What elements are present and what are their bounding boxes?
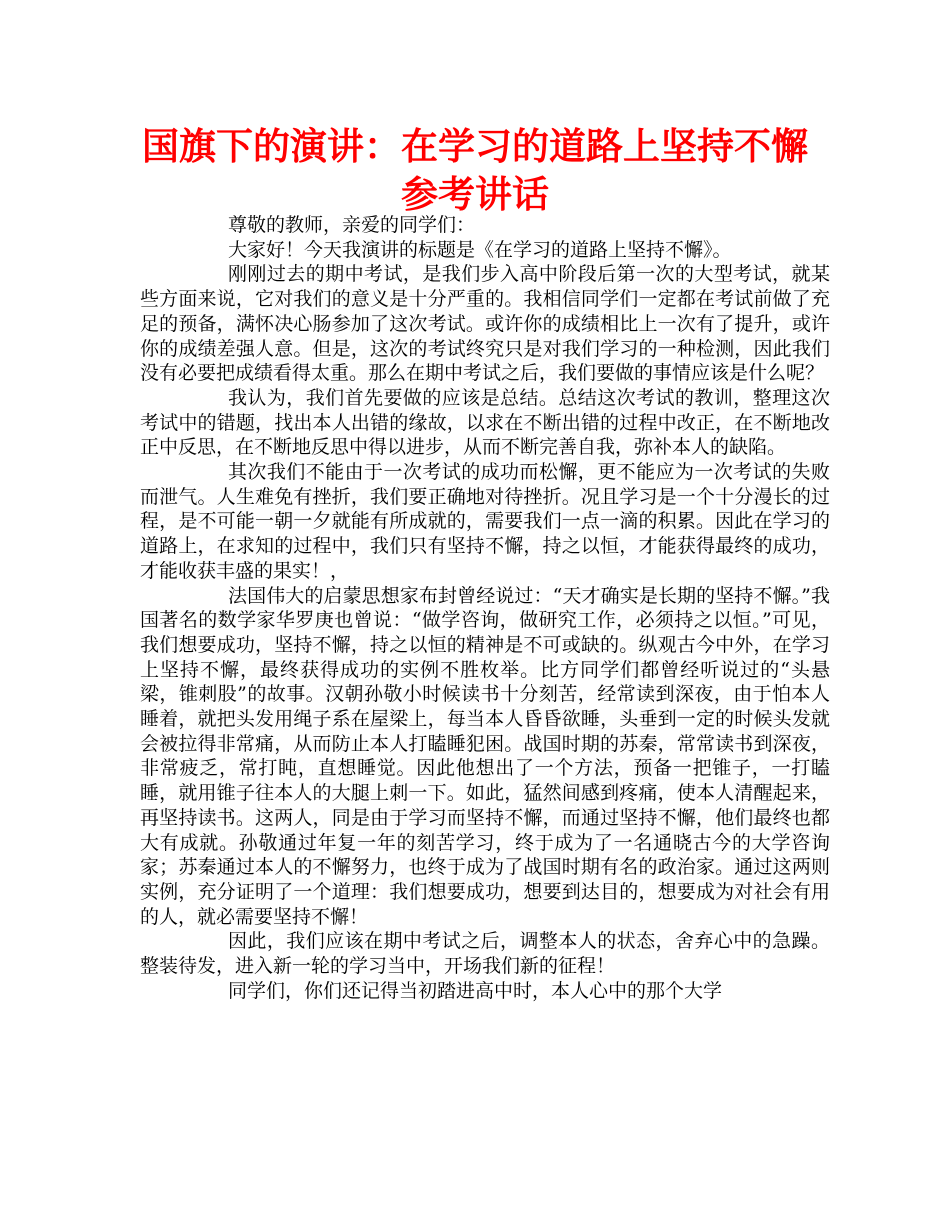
document-body [140,213,830,1004]
body-paragraph: 我认为，我们首先要做的应该是总结。总结这次考试的教训，整理这次考试中的错题，找出本人出错的缘故，以求在不断出错的过程中改正，在不断地改正中反思，在不断地反思中得以进步，从而不断完善自我，弥补本人的缺陷。 [140,386,830,459]
body-paragraph: 法国伟大的启蒙思想家布封曾经说过：“天才确实是长期的坚持不懈。”我国著名的数学家华罗庚也曾说：“做学咨询，做研究工作，必须持之以恒。”可见，我们想要成功，坚持不懈，持之以恒的精神是不可或缺的。纵观古今中外，在学习上坚持不懈，最终获得成功的实例不胜枚举。比方同学们都曾经听说过的“头悬梁，锥刺股”的故事。汉朝孙敬小时候读书十分刻苦，经常读到深夜，由于怕本人睡着，就把头发用绳子系在屋梁上，每当本人昏昏欲睡，头垂到一定的时候头发就会被拉得非常痛，从而防止本人打瞌睡犯困。战国时期的苏秦，常常读书到深夜，非常疲乏，常打盹，直想睡觉。因此他想出了一个方法，预备一把锥子，一打瞌睡，就用锥子往本人的大腿上刺一下。如此，猛然间感到疼痛，使本人清醒起来，再坚持读书。这两人，同是由于学习而坚持不懈，而通过坚持不懈，他们最终也都大有成就。孙敬通过年复一年的刻苦学习，终于成为了一名通晓古今的大学咨询家；苏秦通过本人的不懈努力，也终于成为了战国时期有名的政治家。通过这两则实例，充分证明了一个道理：我们想要成功，想要到达目的，想要成为对社会有用的人，就必需要坚持不懈！ [140,584,830,928]
document-title-line-2: 参考讲话 [401,173,549,216]
body-paragraph: 同学们，你们还记得当初踏进高中时，本人心中的那个大学 [228,979,723,1002]
body-paragraph: 刚刚过去的期中考试，是我们步入高中阶段后第一次的大型考试，就某些方面来说，它对我们的意义是十分严重的。我相信同学们一定都在考试前做了充足的预备，满怀决心肠参加了这次考试。或许你的成绩相比上一次有了提升，或许你的成绩差强人意。但是，这次的考试终究只是对我们学习的一种检测，因此我们没有必要把成绩看得太重。那么在期中考试之后，我们要做的事情应该是什么呢？ [140,263,830,385]
body-paragraph: 其次我们不能由于一次考试的成功而松懈，更不能应为一次考试的失败而泄气。人生难免有挫折，我们要正确地对待挫折。况且学习是一个十分漫长的过程，是不可能一朝一夕就能有所成就的，需要我们一点一滴的积累。因此在学习的道路上，在求知的过程中，我们只有坚持不懈，持之以恒，才能获得最终的成功，才能收获丰盛的果实！， [140,461,830,582]
body-paragraph: 因此，我们应该在期中考试之后，调整本人的状态，舍弃心中的急躁。整装待发，进入新一轮的学习当中，开场我们新的征程！ [140,930,830,978]
greeting-paragraph: 大家好！今天我演讲的标题是《在学习的道路上坚持不懈》。 [228,238,732,261]
document-title-line-1: 国旗下的演讲：在学习的道路上坚持不懈 [142,125,808,168]
salutation-paragraph: 尊敬的教师，亲爱的同学们： [228,214,476,236]
